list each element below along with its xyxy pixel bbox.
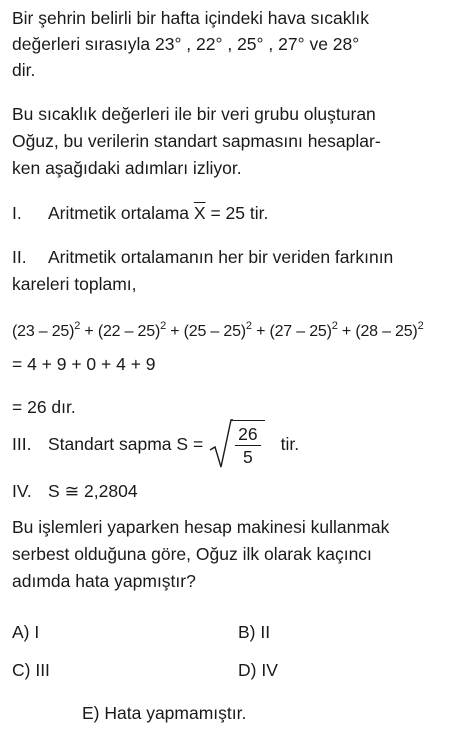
option-c[interactable]: C) III [12,660,50,680]
fraction-denominator: 5 [243,447,253,467]
prompt-line-1: Bu işlemleri yaparken hesap makinesi kullanmak [12,517,390,537]
step-2-line-2: kareleri toplamı, [12,274,137,294]
step-3-roman: III. [12,434,32,454]
sqrt-icon [209,418,233,470]
step-1-text: Aritmetik ortalama [48,203,190,223]
step-4 [12,479,138,503]
option-b[interactable]: B) II [238,622,271,642]
sqrt-expression [209,418,268,470]
context-line-2: Oğuz, bu verilerin standart sapmasını hesaplar- [12,131,381,151]
step-3 [12,418,299,470]
step-3-suffix: tir. [280,434,300,454]
step-1-roman: I. [12,203,22,223]
result-line: = 26 dır. [12,397,76,417]
step-1 [12,201,268,225]
intro-line-3: dir. [12,60,36,80]
formula-term-1: (23 – 25) [12,323,75,340]
formula-term-2: (22 – 25) [97,323,161,340]
sum-line: = 4 + 9 + 0 + 4 + 9 [12,354,156,374]
step-2-line-1 [12,245,393,269]
step-1-rest: = 25 tir. [210,203,269,223]
fraction-numerator: 26 [235,423,260,446]
intro-line-1: Bir şehrin belirli bir hafta içindeki hava sıcaklık [12,8,369,28]
mean-symbol: $\overline{X}$ [193,203,206,223]
option-a[interactable]: A) I [12,622,40,642]
formula-term-5: (28 – 25) [355,323,418,340]
context-line-3: ken aşağıdaki adımları izliyor. [12,158,242,178]
prompt-line-3: adımda hata yapmıştır? [12,571,196,591]
option-d[interactable]: D) IV [238,660,278,680]
intro-line-2: değerleri sırasıyla 23° , 22° , 25° , 27° ve 28° [12,34,360,54]
step-2-roman: II. [12,247,27,267]
step-3-text: Standart sapma S = [48,434,204,454]
formula-term-3: (25 – 25) [183,323,246,340]
context-line-1: Bu sıcaklık değerleri ile bir veri grubu oluşturan [12,104,376,124]
step-4-text: S ≅ 2,2804 [48,481,138,501]
step-4-roman: IV. [12,481,32,501]
squared-differences-formula: (23 – 25)$^2$ + (22 – 25)$^2$ + (25 – 25)$^2$ + (27 – 25)$^2$ + (28 – 25)$^2$ [12,320,424,340]
prompt-line-2: serbest olduğuna göre, Oğuz ilk olarak kaçıncı [12,544,372,564]
option-e[interactable]: E) Hata yapmamıştır. [82,703,247,723]
fraction [231,420,264,468]
formula-term-4: (27 – 25) [269,323,332,340]
step-2-text-1: Aritmetik ortalamanın her bir veriden farkının [48,247,394,267]
